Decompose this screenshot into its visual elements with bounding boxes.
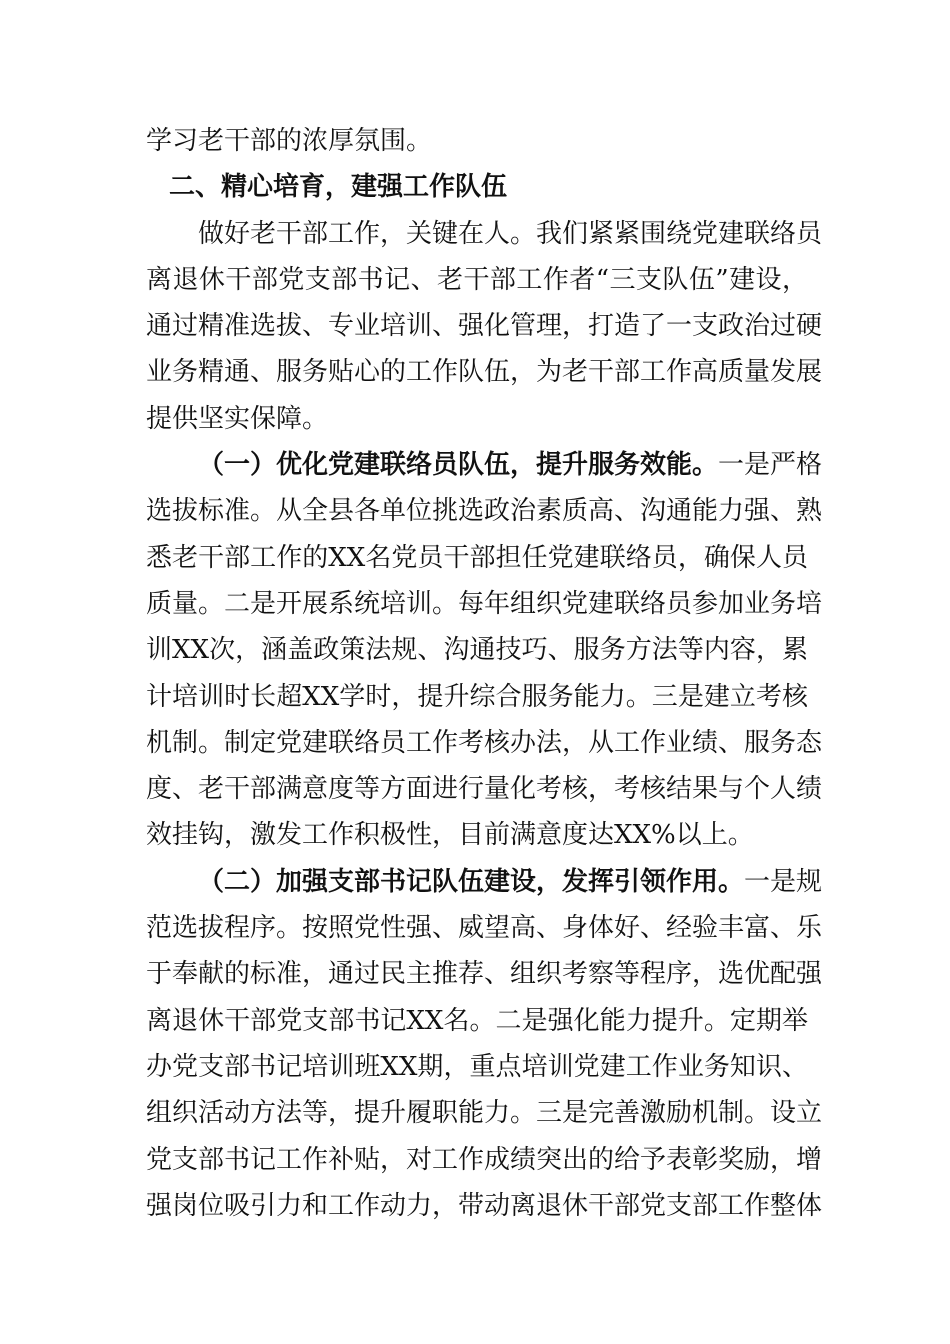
paragraph-line: 党支部书记工作补贴，对工作成绩突出的给予表彰奖励，增 xyxy=(146,1144,823,1175)
paragraph-line: 组织活动方法等，提升履职能力。三是完善激励机制。设立 xyxy=(146,1098,823,1129)
subsection-line xyxy=(146,859,823,905)
paragraph-line: 通过精准选拔、专业培训、强化管理，打造了一支政治过硬 xyxy=(146,311,823,342)
paragraph-line: 离退休干部党支部书记XX名。二是强化能力提升。定期举 xyxy=(146,1005,808,1036)
paragraph-line: 训XX次，涵盖政策法规、沟通技巧、服务方法等内容，累 xyxy=(146,635,808,666)
paragraph-line: 强岗位吸引力和工作动力，带动离退休干部党支部工作整体 xyxy=(146,1190,823,1221)
paragraph-line: 悉老干部工作的XX名党员干部担任党建联络员，确保人员 xyxy=(146,542,808,573)
paragraph-continuation: 学习老干部的浓厚氛围。 xyxy=(146,126,433,156)
paragraph-line: 业务精通、服务贴心的工作队伍，为老干部工作高质量发展 xyxy=(146,357,823,388)
paragraph-line: 度、老干部满意度等方面进行量化考核，考核结果与个人绩 xyxy=(146,774,823,805)
subsection-line xyxy=(146,442,823,488)
subsection-text: 一是规 xyxy=(744,866,823,897)
paragraph-line: 质量。二是开展系统培训。每年组织党建联络员参加业务培 xyxy=(146,588,823,619)
subsection-heading: （二）加强支部书记队伍建设，发挥引领作用。 xyxy=(198,866,745,897)
subsection-text: 一是严格 xyxy=(718,450,823,481)
subsection-heading: （一）优化党建联络员队伍，提升服务效能。 xyxy=(198,450,719,481)
paragraph-line: 离退休干部党支部书记、老干部工作者“三支队伍”建设， xyxy=(146,264,808,295)
paragraph-line: 于奉献的标准，通过民主推荐、组织考察等程序，选优配强 xyxy=(146,959,823,990)
paragraph-line: 选拔标准。从全县各单位挑选政治素质高、沟通能力强、熟 xyxy=(146,496,823,527)
paragraph-line: 提供坚实保障。 xyxy=(146,403,329,434)
paragraph-line: 效挂钩，激发工作积极性，目前满意度达XX%以上。 xyxy=(146,820,754,851)
paragraph-line: 办党支部书记培训班XX期，重点培训党建工作业务知识、 xyxy=(146,1051,808,1082)
paragraph-line: 做好老干部工作，关键在人。我们紧紧围绕党建联络员 xyxy=(198,218,823,249)
paragraph-line: 机制。制定党建联络员工作考核办法，从工作业绩、服务态 xyxy=(146,727,823,758)
document-body xyxy=(146,118,823,1229)
section-heading: 二、精心培育，建强工作队伍 xyxy=(169,172,508,203)
paragraph-line: 范选拔程序。按照党性强、威望高、身体好、经验丰富、乐 xyxy=(146,913,823,944)
paragraph-line: 计培训时长超XX学时，提升综合服务能力。三是建立考核 xyxy=(146,681,808,712)
